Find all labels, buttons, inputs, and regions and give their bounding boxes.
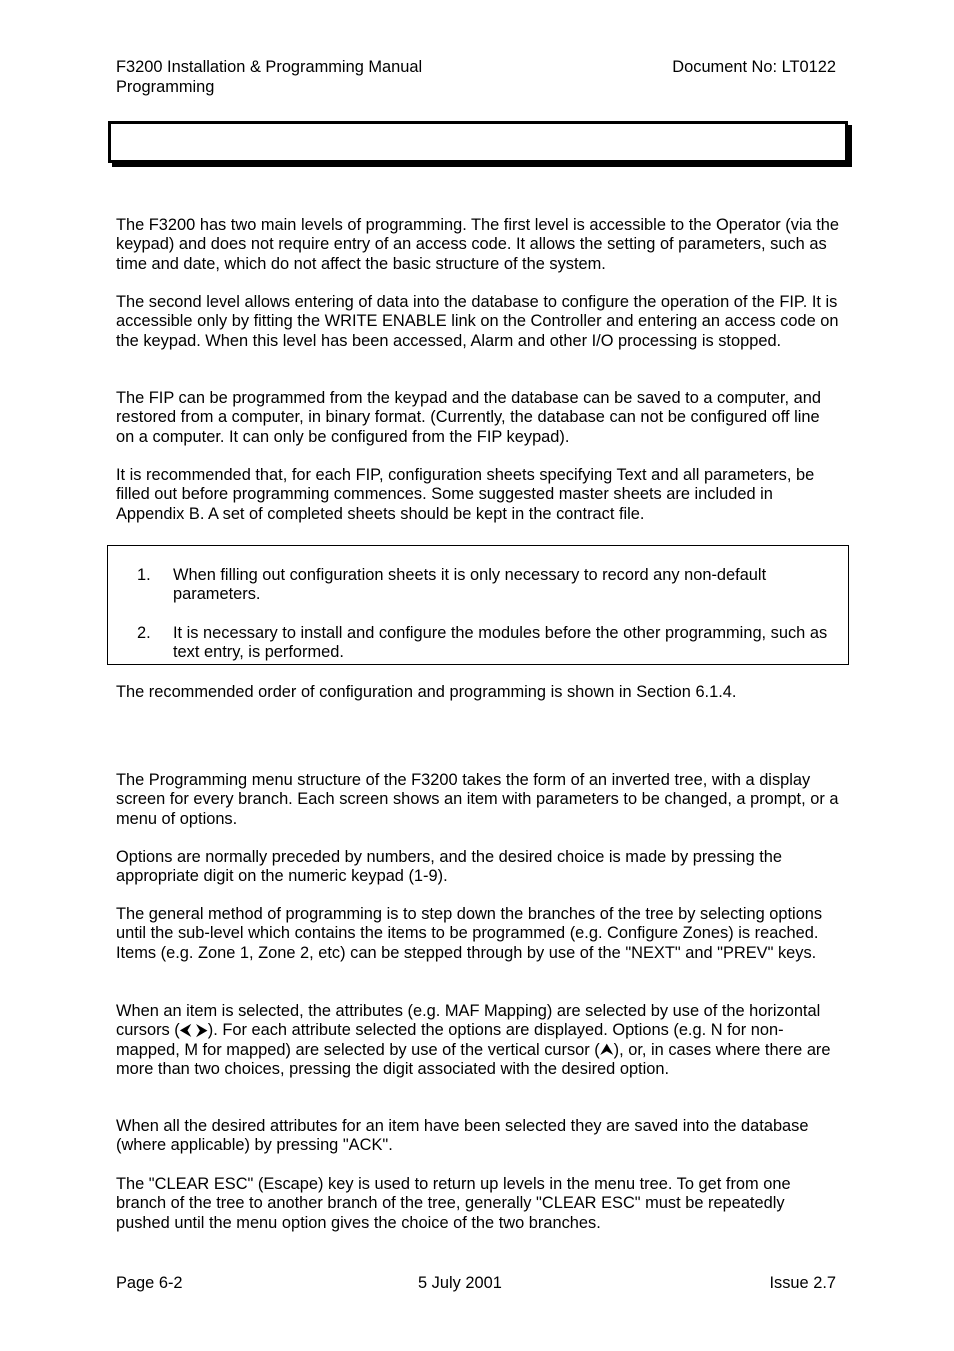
paragraph: The F3200 has two main levels of programming. The first level is accessible to the Operator (via the keypad) and does not require entry of an access code. It allows the setting of parameters, such as time and date, which do not affect the basic structure of the system. xyxy=(116,216,840,273)
page-number: Page 6-2 xyxy=(116,1274,183,1292)
paragraph: The second level allows entering of data into the database to configure the operation of the FIP. It is accessible only by fitting the WRITE ENABLE link on the Controller and entering an access code on the keypad. When this level has been accessed, Alarm and other I/O processing is stopped. xyxy=(116,293,839,350)
paragraph: The recommended order of configuration and programming is shown in Section 6.1.4. xyxy=(116,683,737,701)
paragraph: The "CLEAR ESC" (Escape) key is used to return up levels in the menu tree. To get from one branch of the tree to another branch of the tree, generally "CLEAR ESC" must be repeatedly pushed until the menu option gives the choice of the two branches. xyxy=(116,1175,791,1232)
issue-number: Issue 2.7 xyxy=(769,1274,836,1292)
paragraph: It is recommended that, for each FIP, configuration sheets specifying Text and all parameters, be filled out before programming commences. Some suggested master sheets are included in Appendix B. A set of completed sheets should be kept in the contract file. xyxy=(116,466,815,523)
note-text: It is necessary to install and configure the modules before the other programming, such as text entry, is performed. xyxy=(173,624,828,662)
paragraph: When all the desired attributes for an item have been selected they are saved into the database (where applicable) by pressing "ACK". xyxy=(116,1117,809,1155)
paragraph: Options are normally preceded by numbers, and the desired choice is made by pressing the appropriate digit on the numeric keypad (1-9). xyxy=(116,848,783,886)
paragraph: The FIP can be programmed from the keypad and the database can be saved to a computer, and restored from a computer, in binary format. (Currently, the database can not be configured off line on a computer. It can only be configured from the FIP keypad). xyxy=(116,389,821,446)
manual-title: F3200 Installation & Programming Manual xyxy=(116,58,423,76)
note-number: 1. xyxy=(137,566,151,584)
note-text: When filling out configuration sheets it is only necessary to record any non-default parameters. xyxy=(173,566,767,604)
paragraph: The general method of programming is to step down the branches of the tree by selecting options until the sub-level which contains the items to be programmed (e.g. Configure Zones) is reached. Items (e.g. Zone 1, Zone 2, etc) can be stepped through by use of the "NEXT" and "PREV" keys. xyxy=(116,905,823,962)
section-title-box xyxy=(108,121,848,163)
paragraph: When an item is selected, the attributes (e.g. MAF Mapping) are selected by use of the horizontal cursors (⮜ ⮞). For each attribute selected the options are displayed. Options (e.g. N for non-mapped, M for mapped) are selected by use of the vertical cursor (⮝), or, in cases where there are more than two choices, pressing the digit associated with the desired option. xyxy=(116,1002,831,1079)
paragraph: The Programming menu structure of the F3200 takes the form of an inverted tree, with a display screen for every branch. Each screen shows an item with parameters to be changed, a prompt, or a menu of options. xyxy=(116,771,839,828)
footer-date: 5 July 2001 xyxy=(418,1274,502,1292)
page-header-left xyxy=(116,57,422,97)
note-number: 2. xyxy=(137,624,151,642)
document-number: Document No: LT0122 xyxy=(672,58,836,76)
notes-box xyxy=(107,545,849,665)
section-name: Programming xyxy=(116,78,215,96)
